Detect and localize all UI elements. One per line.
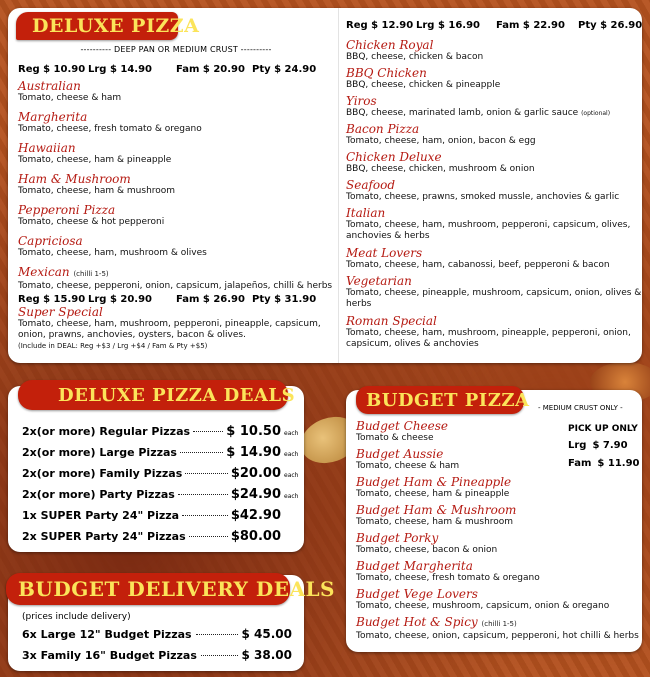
delivery-row [22,627,292,647]
menu-item [346,39,483,63]
deal-each: each [284,472,299,479]
super-special-item [18,306,321,351]
deluxe-pizza-title: DELUXE PIZZA [16,12,178,40]
delivery-row [22,648,292,668]
item-desc: Tomato, cheese, ham, cabanossi, beef, pepperoni & bacon [346,260,610,270]
delivery-note: (prices include delivery) [22,612,131,622]
item-name: BBQ Chicken [346,66,427,80]
price-reg: Reg $ 15.90 [18,294,86,305]
item-name: Vegetarian [346,274,412,288]
delivery-price: $ 45.00 [241,627,292,641]
budget-item [356,504,516,528]
price-fam: Fam $ 26.90 [176,294,245,305]
budget-price-fam: Fam $ 11.90 [568,458,640,469]
item-desc: Tomato, cheese, mushroom, capsicum, onion & oregano [356,601,610,611]
budget-item [356,560,540,584]
price-reg: Reg $ 10.90 [18,64,86,75]
budget-item [356,588,609,612]
menu-item [346,179,619,203]
budget-item [356,476,511,500]
column-divider [338,8,339,363]
budget-item [356,448,459,472]
menu-item [18,266,332,292]
item-name: Budget Ham & Pineapple [356,475,512,489]
menu-item [346,95,610,119]
deal-row [22,487,298,507]
deal-each: each [284,493,299,500]
item-name: Budget Hot & Spicy (chilli 1-5) [356,615,517,629]
deluxe-price-row [18,64,316,75]
budget-delivery-panel [8,575,335,671]
deal-row [22,529,298,549]
item-desc: Tomato, cheese, prawns, smoked mussle, anchovies & garlic [346,192,620,202]
menu-item [18,80,121,104]
price-pty: Pty $ 24.90 [252,64,317,75]
deluxe-deals-title: DELUXE PIZZA DEALS [18,380,288,410]
item-desc: Tomato, cheese, ham, onion, bacon & egg [346,136,536,146]
item-desc: Tomato, cheese, ham, mushroom, pepperoni, pineapple, capsicum, [18,319,321,329]
item-desc-2: anchovies & herbs [346,231,430,241]
item-desc: Tomato, cheese, pineapple, mushroom, capsicum, onion, olives & [346,288,642,298]
item-name: Chicken Deluxe [346,150,442,164]
deal-price: $24.90 [230,487,281,502]
item-name: Super Special [18,305,103,319]
price-lrg: Lrg $ 14.90 [88,64,153,75]
item-name: Roman Special [346,314,437,328]
item-desc: BBQ, cheese, chicken & bacon [346,52,484,62]
deal-price: $80.00 [230,529,281,544]
price-fam: Fam $ 20.90 [176,64,245,75]
dot-leader [196,634,238,635]
menu-item [18,142,171,166]
item-desc: Tomato, cheese, ham & pineapple [356,489,510,499]
deal-row [22,445,298,465]
item-name: Budget Ham & Mushroom [356,503,517,517]
deal-label: 2x SUPER Party 24" Pizzas [22,530,186,543]
item-name: Italian [346,206,386,220]
budget-item [356,532,497,556]
dot-leader [178,494,228,495]
deal-label: 2x(or more) Family Pizzas [22,467,183,480]
item-desc: Tomato, cheese, onion, capsicum, pepperoni, hot chilli & herbs [356,631,639,641]
item-desc: Tomato, cheese, bacon & onion [356,545,498,555]
item-desc: Tomato, cheese, pepperoni, onion, capsicum, jalapeños, chilli & herbs [18,281,333,291]
menu-item [18,173,175,197]
chilli-note: (chilli 1-5) [481,620,517,628]
budget-crust-note: - MEDIUM CRUST ONLY - [538,404,623,412]
menu-item [18,111,202,135]
item-name: Mexican (chilli 1-5) [18,265,109,279]
price-reg: Reg $ 12.90 [346,20,414,31]
budget-pizza-panel [346,390,642,652]
item-desc: BBQ, cheese, chicken, mushroom & onion [346,164,535,174]
budget-delivery-title: BUDGET DELIVERY DEALS [6,573,290,605]
menu-item [346,247,610,271]
menu-item [346,123,536,147]
item-name: Hawaiian [18,141,76,155]
item-desc: Tomato, cheese, ham, mushroom, pineapple, pepperoni, onion, [346,328,631,338]
budget-item [356,616,639,642]
item-name: Ham & Mushroom [18,172,131,186]
chilli-note: (chilli 1-5) [73,270,109,278]
deal-each: each [284,430,299,437]
deluxe-deals-panel [8,386,304,552]
item-desc: Tomato, cheese & ham [356,461,460,471]
dot-leader [180,452,223,453]
menu-item [18,235,207,259]
deal-row [22,508,298,528]
item-desc: Tomato, cheese & hot pepperoni [18,217,165,227]
deal-price: $20.00 [230,466,281,481]
dot-leader [182,515,228,516]
price-lrg: Lrg $ 16.90 [416,20,481,31]
deal-label: 1x SUPER Party 24" Pizza [22,509,180,522]
item-name: Budget Vege Lovers [356,587,478,601]
item-name: Budget Aussie [356,447,444,461]
item-name: Bacon Pizza [346,122,420,136]
item-desc: Tomato, cheese, ham & mushroom [356,517,514,527]
item-desc: BBQ, cheese, chicken & pineapple [346,80,501,90]
item-desc-2: onion, prawns, anchovies, oysters, bacon & olives. [18,330,246,340]
item-name: Budget Porky [356,531,439,545]
super-price-row [18,294,316,305]
right-price-row [346,20,642,31]
optional-note: (optional) [581,110,611,117]
item-name: Pepperoni Pizza [18,203,116,217]
item-name: Yiros [346,94,377,108]
item-name: Chicken Royal [346,38,434,52]
budget-pizza-title: BUDGET PIZZA [356,386,524,414]
crust-note: ---------- DEEP PAN OR MEDIUM CRUST ---------- [80,45,272,54]
item-name: Seafood [346,178,396,192]
deluxe-menu-panel [8,8,642,363]
dot-leader [185,473,228,474]
item-desc: Tomato, cheese, ham & mushroom [18,186,176,196]
delivery-label: 3x Family 16" Budget Pizzas [22,649,197,662]
menu-item [346,315,631,350]
dot-leader [189,536,228,537]
item-desc: Tomato, cheese, fresh tomato & oregano [18,124,202,134]
pickup-only-label: PICK UP ONLY [568,424,638,434]
dot-leader [201,655,238,656]
item-desc: BBQ, cheese, marinated lamb, onion & garlic sauce (optional) [346,108,611,118]
item-desc: Tomato & cheese [356,433,434,443]
budget-item [356,420,448,444]
item-desc: Tomato, cheese, fresh tomato & oregano [356,573,540,583]
deal-note: (Include in DEAL: Reg +$3 / Lrg +$4 / Fam & Pty +$5) [18,342,208,350]
deal-each: each [284,451,299,458]
deal-label: 2x(or more) Large Pizzas [22,446,177,459]
deal-price: $ 10.50 [226,424,281,439]
menu-item [346,67,500,91]
deal-row [22,466,298,486]
deal-row [22,424,298,444]
item-desc-2: capsicum, olives & anchovies [346,339,479,349]
deal-price: $ 14.90 [226,445,281,460]
dot-leader [193,431,223,432]
item-name: Margherita [18,110,88,124]
price-lrg: Lrg $ 20.90 [88,294,153,305]
item-desc-2: herbs [346,299,372,309]
price-fam: Fam $ 22.90 [496,20,565,31]
item-desc: Tomato, cheese, ham & pineapple [18,155,172,165]
item-desc: Tomato, cheese, ham, mushroom, pepperoni, capsicum, olives, [346,220,631,230]
item-name: Capriciosa [18,234,83,248]
menu-item [346,275,641,310]
budget-price-lrg: Lrg $ 7.90 [568,440,628,451]
menu-item [18,204,164,228]
price-pty: Pty $ 31.90 [252,294,317,305]
delivery-label: 6x Large 12" Budget Pizzas [22,628,192,641]
item-name: Australian [18,79,81,93]
item-name: Meat Lovers [346,246,423,260]
menu-item [346,207,630,242]
item-desc: Tomato, cheese & ham [18,93,122,103]
item-desc: Tomato, cheese, ham, mushroom & olives [18,248,207,258]
item-name: Budget Margherita [356,559,473,573]
item-name: Budget Cheese [356,419,449,433]
deal-label: 2x(or more) Party Pizzas [22,488,175,501]
price-pty: Pty $ 26.90 [578,20,643,31]
deal-price: $42.90 [230,508,281,523]
deal-label: 2x(or more) Regular Pizzas [22,425,191,438]
delivery-price: $ 38.00 [241,648,292,662]
menu-item [346,151,535,175]
